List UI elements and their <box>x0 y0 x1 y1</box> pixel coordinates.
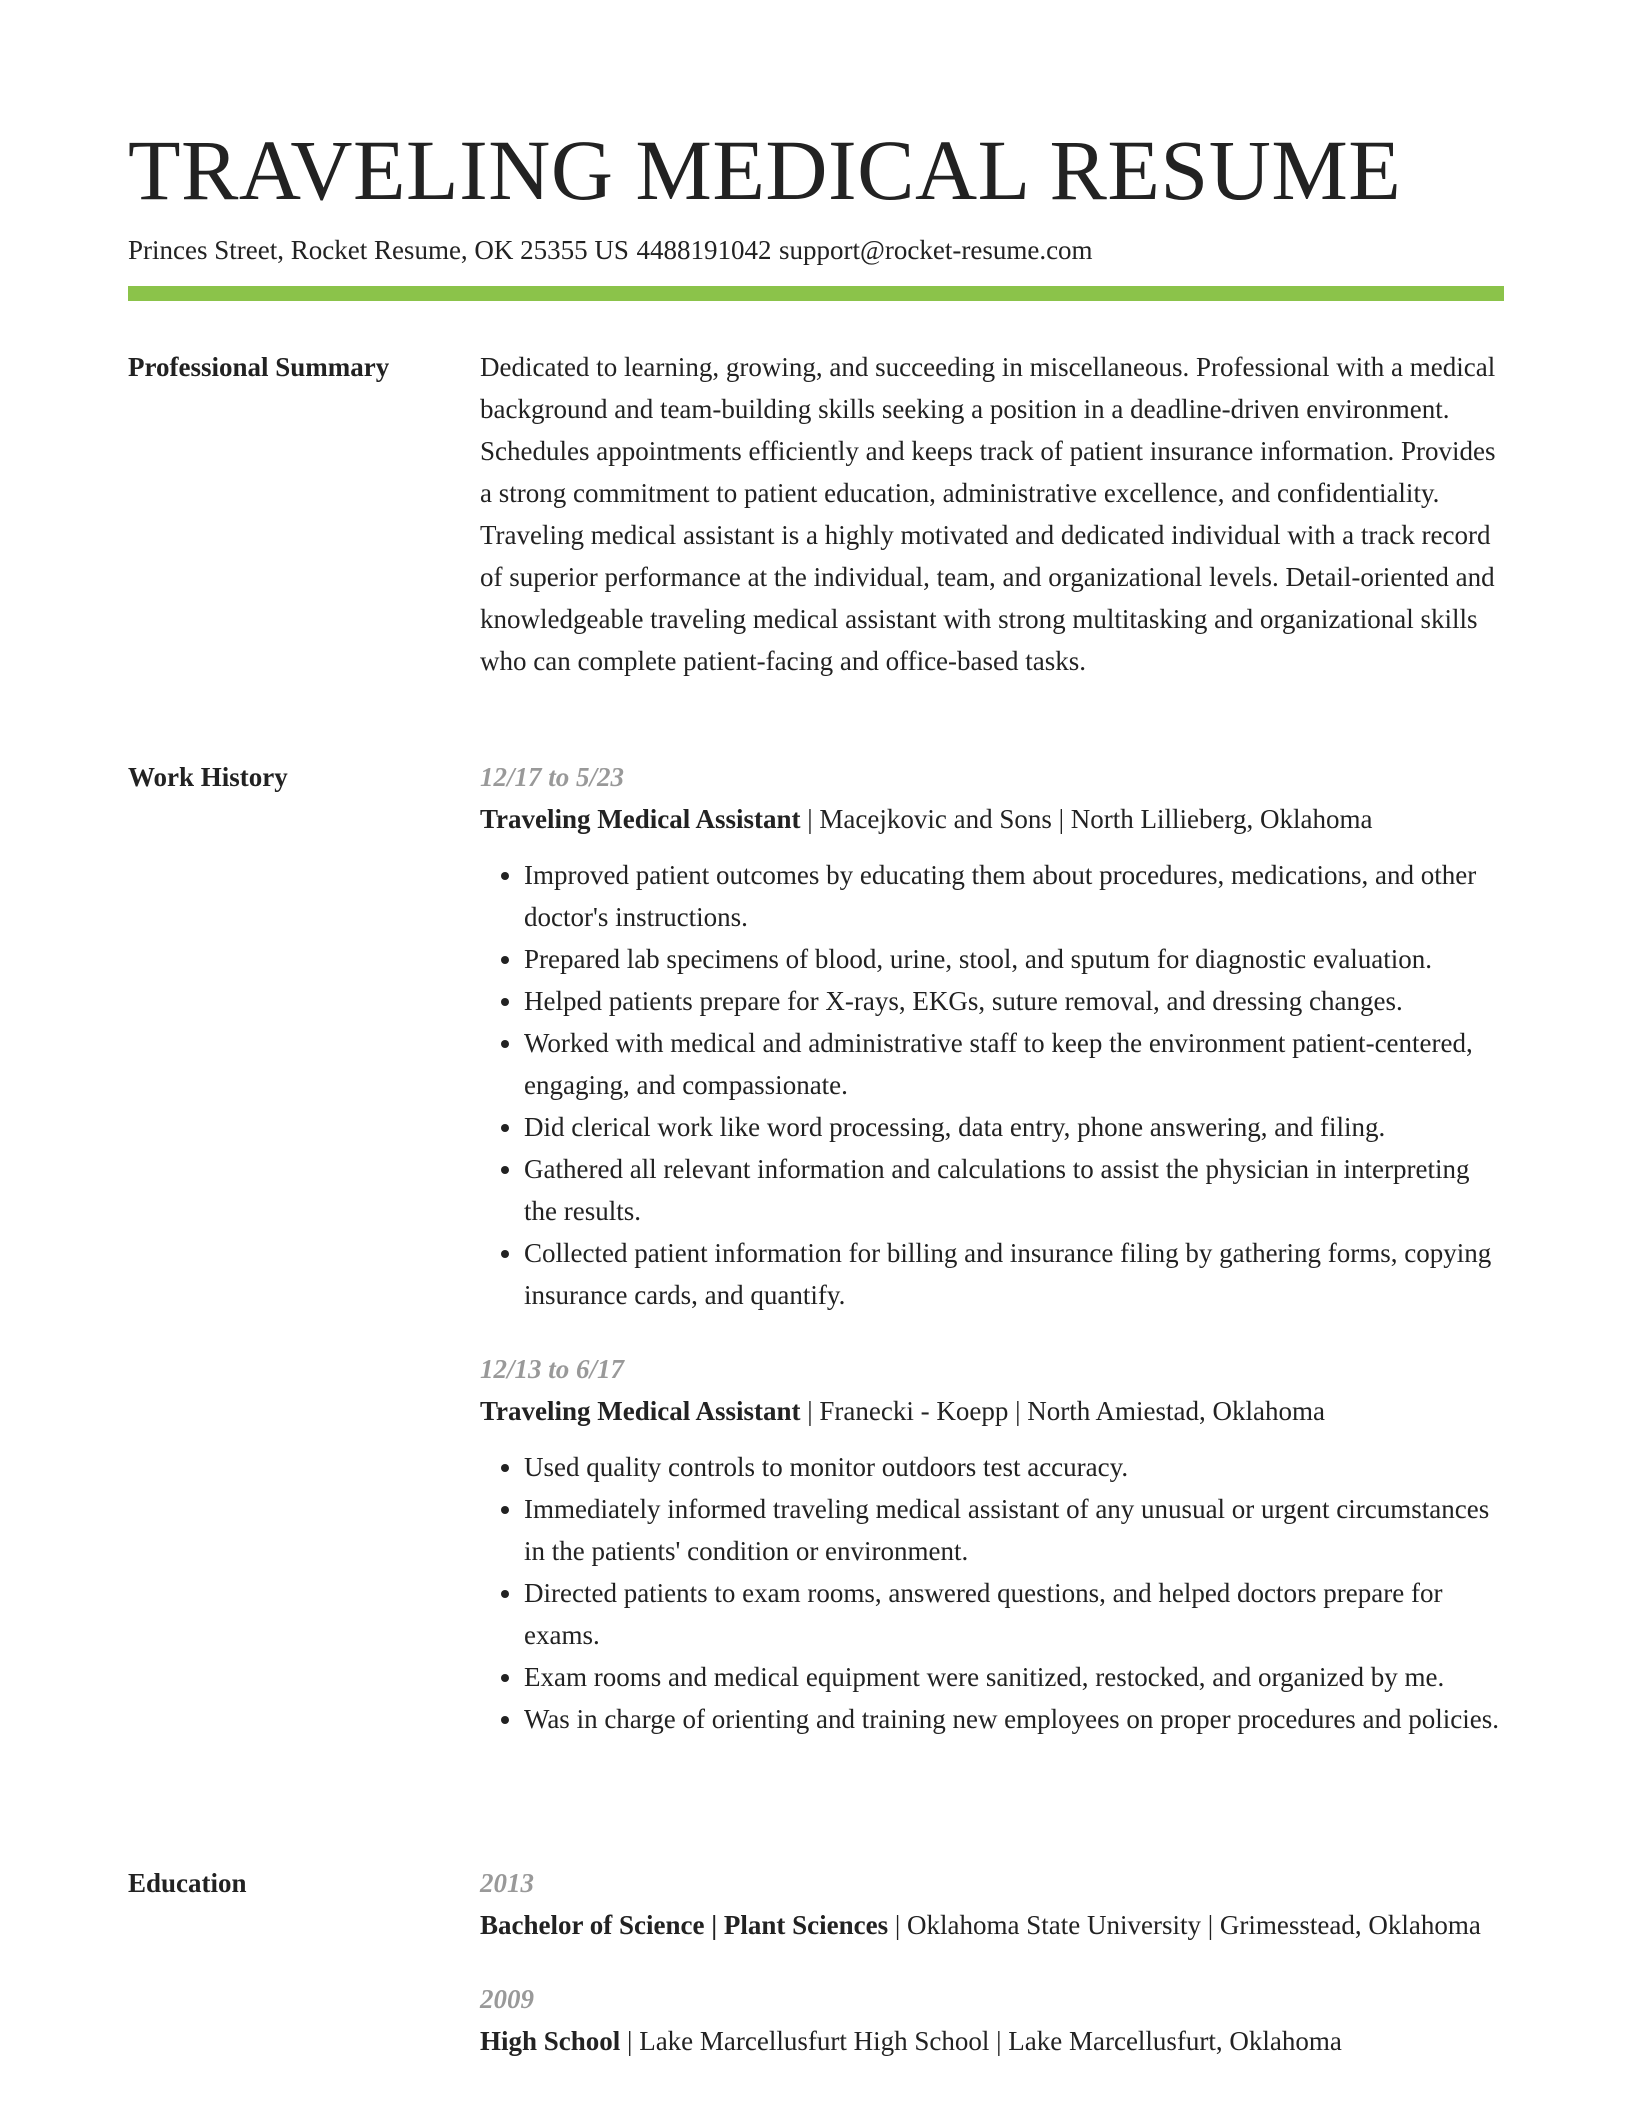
job-bullets <box>480 1446 1504 1740</box>
degree: High School <box>480 2026 621 2056</box>
job-bullets <box>480 854 1504 1316</box>
list-item: • Used quality controls to monitor outdoors test accuracy. <box>524 1446 1504 1488</box>
contact-line <box>128 230 1093 270</box>
job-entry <box>480 756 1504 1316</box>
summary-body <box>480 346 1504 682</box>
education-heading-line <box>480 1904 1504 1946</box>
list-item: • Gathered all relevant information and calculations to assist the physician in interpreting the results. <box>524 1148 1504 1232</box>
education-heading: Education <box>128 1868 247 1898</box>
list-item: • Prepared lab specimens of blood, urine, stool, and sputum for diagnostic evaluation. <box>524 938 1504 980</box>
education-year: 2013 <box>480 1868 534 1898</box>
education-details: | Oklahoma State University | Grimesstead, Oklahoma <box>888 1910 1481 1940</box>
job-details: | Macejkovic and Sons | North Lillieberg, Oklahoma <box>800 804 1373 834</box>
education-year: 2009 <box>480 1984 534 2014</box>
summary-heading: Professional Summary <box>128 352 390 382</box>
work-history-heading: Work History <box>128 762 288 792</box>
list-item: • Worked with medical and administrative staff to keep the environment patient-centered, engaging, and compassionate. <box>524 1022 1504 1106</box>
list-item: • Improved patient outcomes by educating them about procedures, medications, and other doctor's instructions. <box>524 854 1504 938</box>
education-entry <box>480 1862 1504 1946</box>
phone: 4488191042 <box>636 235 772 265</box>
job-dates: 12/17 to 5/23 <box>480 762 625 792</box>
address: Princes Street, Rocket Resume, OK 25355 US <box>128 235 629 265</box>
email: support@rocket-resume.com <box>779 235 1093 265</box>
job-heading <box>480 1390 1504 1432</box>
job-heading <box>480 798 1504 840</box>
job-dates: 12/13 to 6/17 <box>480 1354 625 1384</box>
job-entry <box>480 1348 1504 1740</box>
list-item: • Directed patients to exam rooms, answered questions, and helped doctors prepare for exams. <box>524 1572 1504 1656</box>
education-body <box>480 1862 1504 2062</box>
list-item: • Helped patients prepare for X-rays, EKGs, suture removal, and dressing changes. <box>524 980 1504 1022</box>
header-divider <box>128 286 1504 301</box>
degree: Bachelor of Science | Plant Sciences <box>480 1910 889 1940</box>
education-heading-line <box>480 2020 1504 2062</box>
job-title: Traveling Medical Assistant <box>480 804 801 834</box>
summary-text: Dedicated to learning, growing, and succeeding in miscellaneous. Professional with a medical background and team-building skills seeking a position in a deadline-driven environment. Schedules appointments efficiently and keeps track of patient insurance information. Provides a strong commitment to patient education, administrative excellence, and confidentiality. Traveling medical assistant is a highly motivated and dedicated individual with a track record of superior performance at the individual, team, and organizational levels. Detail-oriented and knowledgeable traveling medical assistant with strong multitasking and organizational skills who can complete patient-facing and office-based tasks. <box>480 352 1496 676</box>
list-item: • Exam rooms and medical equipment were sanitized, restocked, and organized by me. <box>524 1656 1504 1698</box>
resume-title: TRAVELING MEDICAL RESUME <box>128 122 1402 218</box>
job-details: | Franecki - Koepp | North Amiestad, Oklahoma <box>800 1396 1325 1426</box>
list-item: • Collected patient information for billing and insurance filing by gathering forms, copying insurance cards, and quantify. <box>524 1232 1504 1316</box>
list-item: • Was in charge of orienting and training new employees on proper procedures and policies. <box>524 1698 1504 1740</box>
job-title: Traveling Medical Assistant <box>480 1396 801 1426</box>
education-details: | Lake Marcellusfurt High School | Lake Marcellusfurt, Oklahoma <box>620 2026 1342 2056</box>
education-entry <box>480 1978 1504 2062</box>
list-item: • Did clerical work like word processing, data entry, phone answering, and filing. <box>524 1106 1504 1148</box>
list-item: • Immediately informed traveling medical assistant of any unusual or urgent circumstances in the patients' condition or environment. <box>524 1488 1504 1572</box>
work-history-body <box>480 756 1504 1740</box>
